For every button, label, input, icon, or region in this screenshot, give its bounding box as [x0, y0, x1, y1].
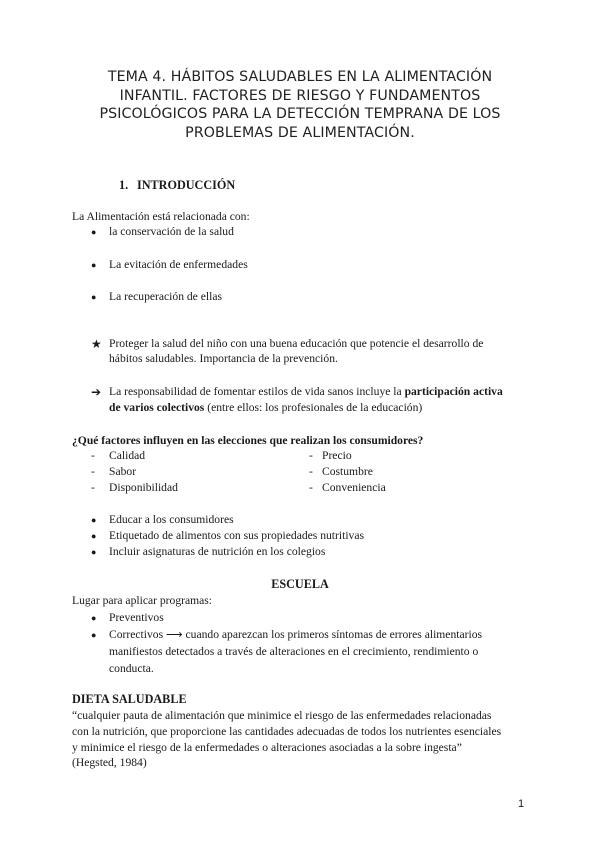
intro-bullet: la conservación de la salud — [109, 225, 234, 238]
intro-bullet: La evitación de enfermedades — [109, 258, 248, 271]
action-item: Etiquetado de alimentos con sus propiedades nutritivas — [109, 529, 365, 542]
arrow-text-line1 — [109, 385, 503, 399]
escuela-item: conducta. — [109, 662, 154, 675]
escuela-item: Correctivos ⟶ cuando aparezcan los primeros síntomas de errores alimentarios — [109, 628, 483, 641]
bullet-icon: ● — [91, 547, 97, 557]
dieta-quote-line: con la nutrición, que proporcione las cantidades adecuadas de todos los nutrientes esenciales — [72, 725, 502, 738]
dieta-quote-line: y minimice el riesgo de la enfermedades o alteraciones asociadas a la sobre ingesta” — [72, 741, 462, 754]
arrow-text-normal: La responsabilidad de fomentar estilos de vida sanos incluye la — [109, 385, 405, 398]
document-title — [60, 68, 540, 142]
bullet-icon: ● — [91, 613, 97, 623]
title-line: TEMA 4. HÁBITOS SALUDABLES EN LA ALIMENTACIÓN — [107, 69, 493, 85]
section-heading-escuela: ESCUELA — [271, 577, 329, 591]
bullet-icon: ● — [91, 227, 97, 237]
bullet-icon: ● — [91, 531, 97, 541]
escuela-item: Preventivos — [109, 611, 164, 624]
dash-marker: - — [309, 481, 313, 494]
dieta-quote-line: “cualquier pauta de alimentación que minimice el riesgo de las enfermedades relacionadas — [72, 709, 492, 722]
dash-marker: - — [309, 465, 313, 478]
intro-bullet: La recuperación de ellas — [109, 290, 222, 303]
arrow-text-line2 — [109, 401, 422, 415]
action-item: Incluir asignaturas de nutrición en los colegios — [109, 545, 326, 558]
section-heading-dieta: DIETA SALUDABLE — [72, 692, 187, 706]
factor-item: Sabor — [109, 465, 137, 478]
arrow-text-bold: participación activa — [404, 385, 503, 398]
escuela-lead: Lugar para aplicar programas: — [72, 594, 213, 607]
bullet-icon: ● — [91, 260, 97, 270]
factor-item: Conveniencia — [322, 481, 386, 494]
dieta-citation: (Hegsted, 1984) — [72, 756, 147, 769]
arrow-text-normal: (entre ellos: los profesionales de la educación) — [204, 401, 423, 414]
action-item: Educar a los consumidores — [109, 513, 234, 526]
star-text: hábitos saludables. Importancia de la prevención. — [109, 352, 338, 365]
factor-item: Disponibilidad — [109, 481, 178, 494]
star-icon: ★ — [91, 337, 102, 351]
dash-marker: - — [91, 465, 95, 478]
title-line: PROBLEMAS DE ALIMENTACIÓN. — [185, 124, 415, 141]
arrow-right-icon: ➔ — [91, 385, 102, 399]
dash-marker: - — [91, 481, 95, 494]
factor-item: Costumbre — [322, 465, 373, 478]
bullet-icon: ● — [91, 515, 97, 525]
factor-item: Precio — [322, 449, 352, 462]
factor-item: Calidad — [109, 449, 146, 462]
section-number: 1. — [119, 178, 129, 192]
intro-lead: La Alimentación está relacionada con: — [72, 210, 250, 223]
dash-marker: - — [91, 449, 95, 462]
arrow-text-bold: de varios colectivos — [109, 401, 205, 414]
dash-marker: - — [309, 449, 313, 462]
title-line: INFANTIL. FACTORES DE RIESGO Y FUNDAMENTOS — [119, 87, 481, 104]
factors-question: ¿Qué factores influyen en las elecciones que realizan los consumidores? — [72, 434, 424, 447]
title-line: PSICOLÓGICOS PARA LA DETECCIÓN TEMPRANA DE LOS — [99, 106, 501, 122]
escuela-item: manifiestos detectados a través de alteraciones en el crecimiento, rendimiento o — [109, 645, 479, 658]
star-text: Proteger la salud del niño con una buena educación que potencie el desarrollo de — [109, 337, 484, 350]
page-number: 1 — [518, 798, 525, 810]
bullet-icon: ● — [91, 630, 97, 640]
bullet-icon: ● — [91, 292, 97, 302]
section-heading-introduccion: INTRODUCCIÓN — [137, 178, 236, 192]
